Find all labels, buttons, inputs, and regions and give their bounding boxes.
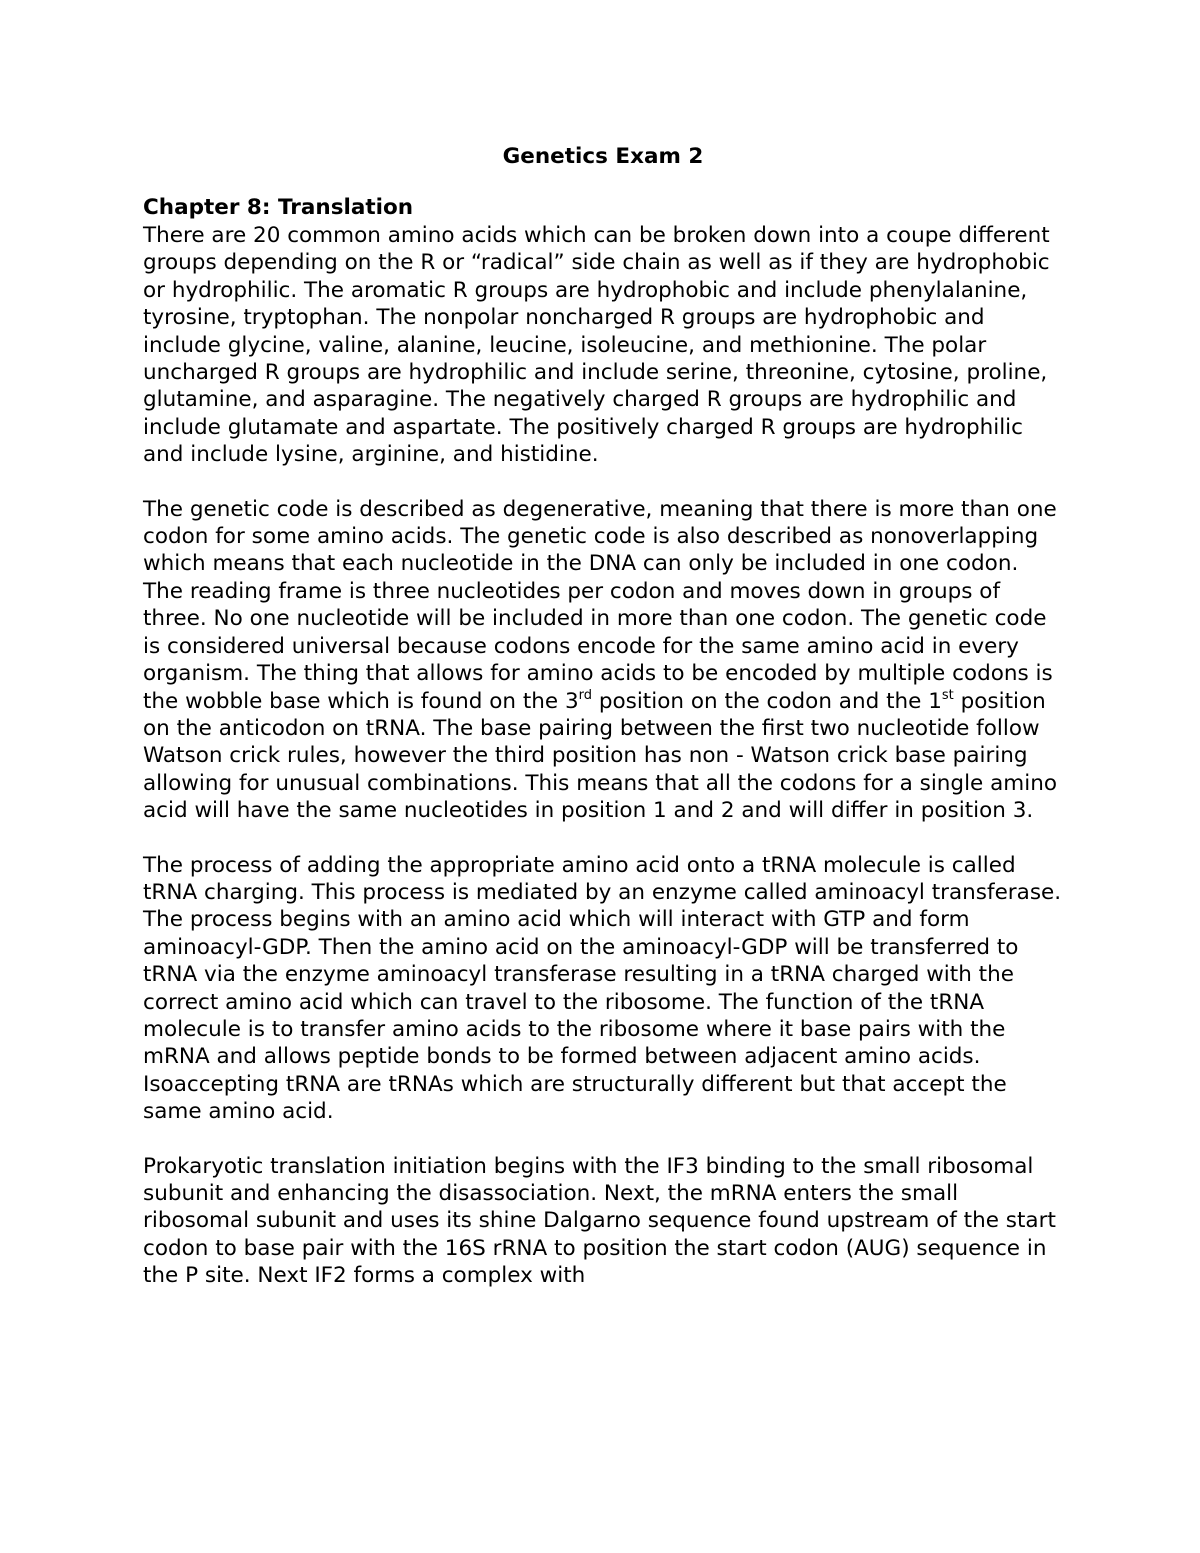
paragraph-genetic-code-text-2: position on the codon and the 1 <box>592 688 942 714</box>
paragraph-prokaryotic-initiation: Prokaryotic translation initiation begins with the IF3 binding to the small ribosomal subunit and enhancing the disassociation. Next, the mRNA enters the small ribosomal subunit and uses its shine Dalgarno sequence found upstream of the start codon to base pair with the 16S rRNA to position the start codon (AUG) sequence in the P site. Next IF2 forms a complex with <box>143 1153 1056 1289</box>
document-body <box>143 140 1063 1317</box>
paragraph-trna-charging: The process of adding the appropriate amino acid onto a tRNA molecule is called tRNA charging. This process is mediated by an enzyme called aminoacyl transferase. The process begins with an amino acid which will interact with GTP and form aminoacyl-GDP. Then the amino acid on the aminoacyl-GDP will be transferred to tRNA via the enzyme aminoacyl transferase resulting in a tRNA charged with the correct amino acid which can travel to the ribosome. The function of the tRNA molecule is to transfer amino acids to the ribosome where it base pairs with the mRNA and allows peptide bonds to be formed between adjacent amino acids. Isoaccepting tRNA are tRNAs which are structurally different but that accept the same amino acid. <box>143 852 1062 1125</box>
paragraph-genetic-code-text-1: The genetic code is described as degenerative, meaning that there is more than one codon for some amino acids. The genetic code is also described as nonoverlapping which means that each nucleotide in the DNA can only be included in one codon. The reading frame is three nucleotides per codon and moves down in groups of three. No one nucleotide will be included in more than one codon. The genetic code is considered universal because codons encode for the same amino acid in every organism. The thing that allows for amino acids to be encoded by multiple codons is the wobble base which is found on the 3 <box>143 496 1057 714</box>
superscript-st: st <box>941 687 954 703</box>
superscript-rd: rd <box>578 687 592 703</box>
chapter-heading: Chapter 8: Translation <box>143 195 414 220</box>
paragraph-amino-acids: There are 20 common amino acids which can be broken down into a coupe different groups depending on the R or “radical” side chain as well as if they are hydrophobic or hydrophilic. The aromatic R groups are hydrophobic and include phenylalanine, tyrosine, tryptophan. The nonpolar noncharged R groups are hydrophobic and include glycine, valine, alanine, leucine, isoleucine, and methionine. The polar uncharged R groups are hydrophilic and include serine, threonine, cytosine, proline, glutamine, and asparagine. The negatively charged R groups are hydrophilic and include glutamate and aspartate. The positively charged R groups are hydrophilic and include lysine, arginine, and histidine. <box>143 223 1050 468</box>
document-title: Genetics Exam 2 <box>502 144 704 169</box>
paragraph-genetic-code-text-3: position on the anticodon on tRNA. The base pairing between the first two nucleotide follow Watson crick rules, however the third position has non - Watson crick base pairing allowing for unusual combinations. This means that all the codons for a single amino acid will have the same nucleotides in position 1 and 2 and will differ in position 3. <box>143 688 1057 824</box>
paragraph-genetic-code <box>143 496 1063 825</box>
